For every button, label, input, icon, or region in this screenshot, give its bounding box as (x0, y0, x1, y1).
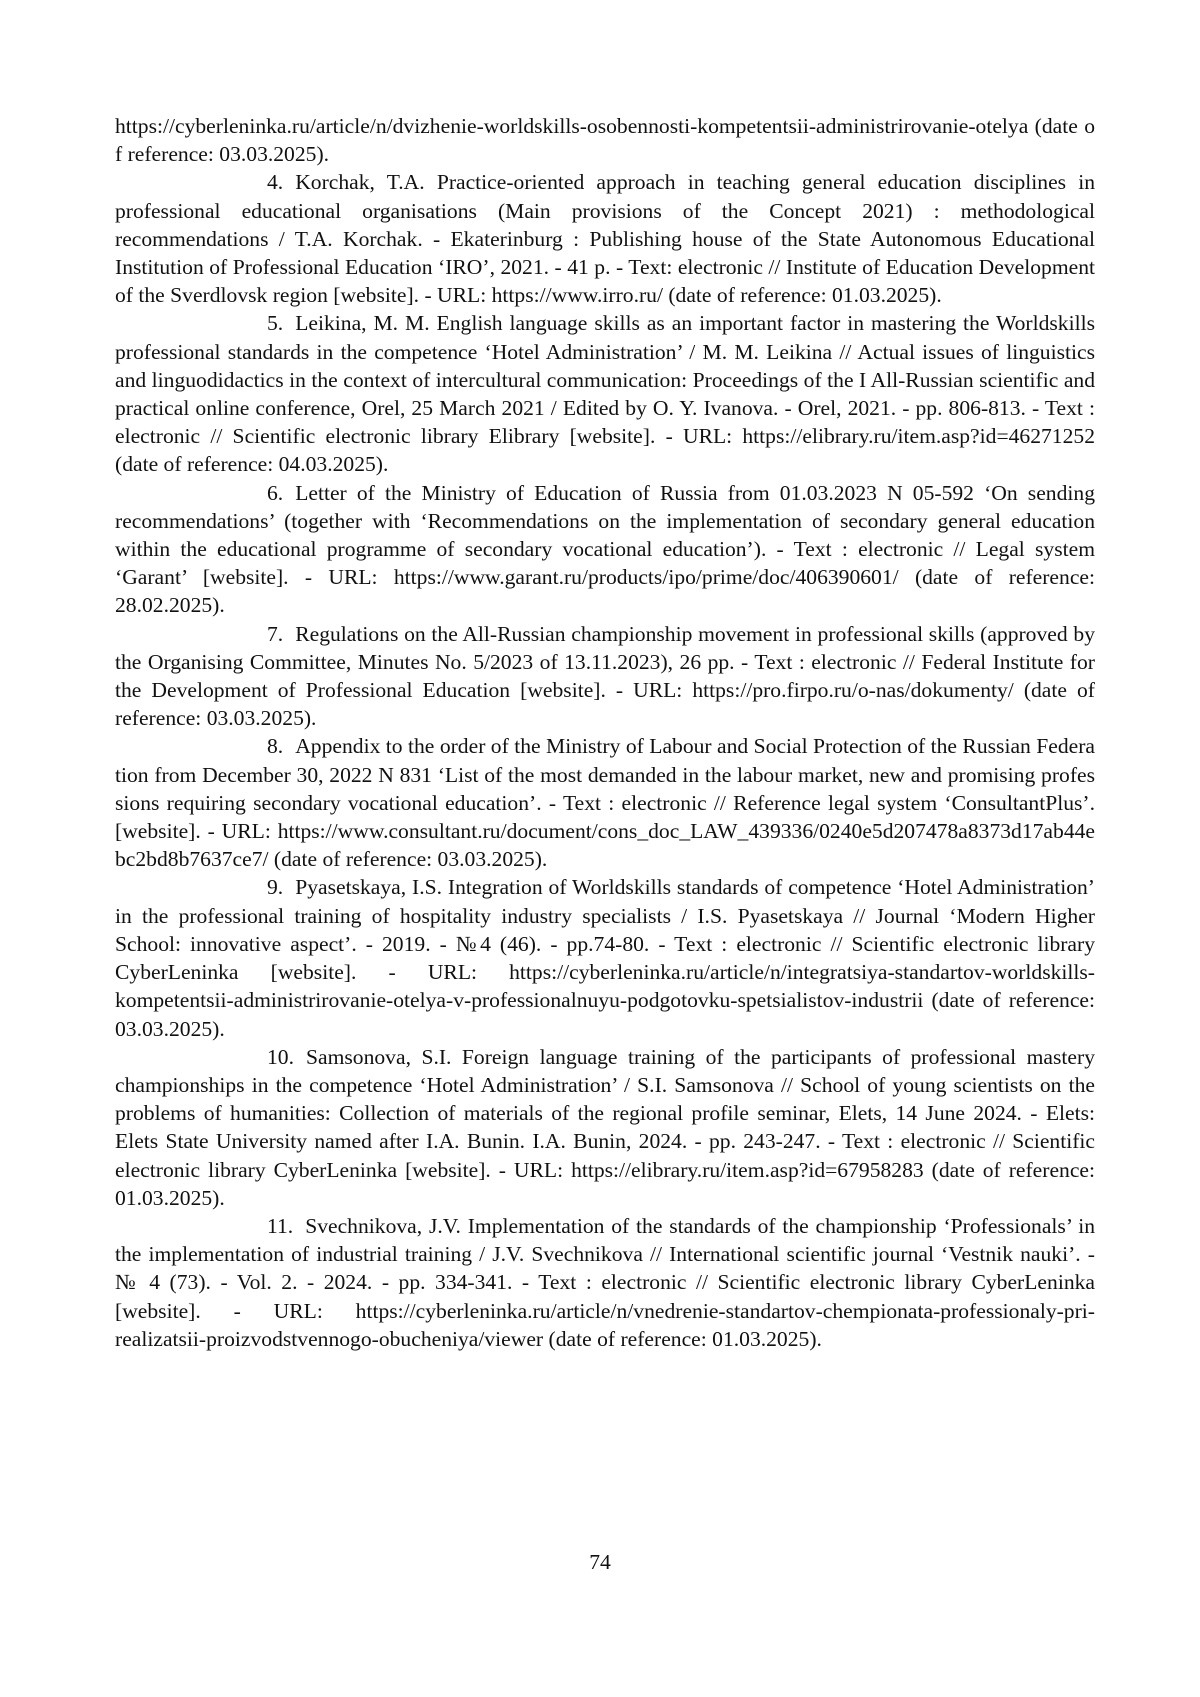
reference-item-9 (115, 873, 1095, 1042)
reference-number: 10. (267, 1044, 294, 1069)
document-page (115, 112, 1095, 1353)
reference-item-7 (115, 620, 1095, 733)
reference-text: Appendix to the order of the Ministry of Labour and Social Protection of the Russian Federation from December 30, 2022 N 831 ‘List of the most demanded in the labour market, new and promising professions requiring secondary vocational education’. - Text : electronic // Reference legal system ‘ConsultantPlus’. [website]. - URL: https://www.consultant.ru/document/cons_doc_LAW_439336/0240e5d207478a8373d17ab44ebc2bd8b7637ce7/ (date of reference: 03.03.2025). (115, 734, 1095, 872)
reference-text: Pyasetskaya, I.S. Integration of Worldskills standards of competence ‘Hotel Administration’ in the professional training of hospitality industry specialists / I.S. Pyasetskaya // Journal ‘Modern Higher School: innovative aspect’. - 2019. - №4 (46). - pp.74-80. - Text : electronic // Scientific electronic library CyberLeninka [website]. - URL: https://cyberleninka.ru/article/n/integratsiya-standartov-worldskills-kompetentsii-administrirovanie-otelya-v-professionalnuyu-podgotovku-spetsialistov-industrii (date of reference: 03.03.2025). (115, 875, 1095, 1041)
reference-item-4 (115, 168, 1095, 309)
reference-text: Letter of the Ministry of Education of Russia from 01.03.2023 N 05-592 ‘On sending recommendations’ (together with ‘Recommendations on the implementation of secondary general education within the educational programme of secondary vocational education’). - Text : electronic // Legal system ‘Garant’ [website]. - URL: https://www.garant.ru/products/ipo/prime/doc/406390601/ (date of reference: 28.02.2025). (115, 480, 1095, 618)
reference-number: 4. (267, 170, 284, 195)
reference-item-10 (115, 1043, 1095, 1212)
reference-text: Regulations on the All-Russian championship movement in professional skills (approved by the Organising Committee, Minutes No. 5/2023 of 13.11.2023), 26 pp. - Text : electronic // Federal Institute for the Development of Professional Education [website]. - URL: https://pro.firpo.ru/o-nas/dokumenty/ (date of reference: 03.03.2025). (115, 621, 1095, 731)
reference-item-6 (115, 479, 1095, 620)
reference-item-8 (115, 732, 1095, 873)
reference-text: Svechnikova, J.V. Implementation of the standards of the championship ‘Professionals’ in the implementation of industrial training / J.V. Svechnikova // International scientific journal ‘Vestnik nauki’. - № 4 (73). - Vol. 2. - 2024. - pp. 334-341. - Text : electronic // Scientific electronic library CyberLeninka [website]. - URL: https://cyberleninka.ru/article/n/vnedrenie-standartov-chempionata-professionaly-pri-realizatsii-proizvodstvennogo-obucheniya/viewer (date of reference: 01.03.2025). (115, 1213, 1095, 1351)
reference-number: 11. (267, 1213, 294, 1238)
page-number: 74 (589, 1550, 611, 1574)
reference-number: 9. (267, 875, 284, 900)
reference-number: 7. (267, 621, 284, 646)
reference-text: Samsonova, S.I. Foreign language training of the participants of professional mastery championships in the competence ‘Hotel Administration’ / S.I. Samsonova // School of young scientists on the problems of humanities: Collection of materials of the regional profile seminar, Elets, 14 June 2024. - Elets: Elets State University named after I.A. Bunin. I.A. Bunin, 2024. - pp. 243-247. - Text : electronic // Scientific electronic library CyberLeninka [website]. - URL: https://elibrary.ru/item.asp?id=67958283 (date of reference: 01.03.2025). (115, 1044, 1095, 1210)
reference-number: 5. (267, 311, 284, 336)
reference-item-5 (115, 309, 1095, 478)
reference-number: 6. (267, 480, 284, 505)
reference-item-11 (115, 1212, 1095, 1353)
reference-continuation: https://cyberleninka.ru/article/n/dvizhenie-worldskills-osobennosti-kompetentsii-administrirovanie-otelya (date of reference: 03.03.2025). (115, 114, 1095, 167)
reference-number: 8. (267, 734, 284, 759)
reference-text: Leikina, M. M. English language skills as an important factor in mastering the Worldskills professional standards in the competence ‘Hotel Administration’ / M. M. Leikina // Actual issues of linguistics and linguodidactics in the context of intercultural communication: Proceedings of the I All-Russian scientific and practical online conference, Orel, 25 March 2021 / Edited by O. Y. Ivanova. - Orel, 2021. - pp. 806-813. - Text : electronic // Scientific electronic library Elibrary [website]. - URL: https://elibrary.ru/item.asp?id=46271252 (date of reference: 04.03.2025). (115, 311, 1095, 477)
reference-text: Korchak, T.A. Practice-oriented approach in teaching general education disciplines in professional educational organisations (Main provisions of the Concept 2021) : methodological recommendations / T.A. Korchak. - Ekaterinburg : Publishing house of the State Autonomous Educational Institution of Professional Education ‘IRO’, 2021. - 41 p. - Text: electronic // Institute of Education Development of the Sverdlovsk region [website]. - URL: https://www.irro.ru/ (date of reference: 01.03.2025). (115, 170, 1095, 308)
